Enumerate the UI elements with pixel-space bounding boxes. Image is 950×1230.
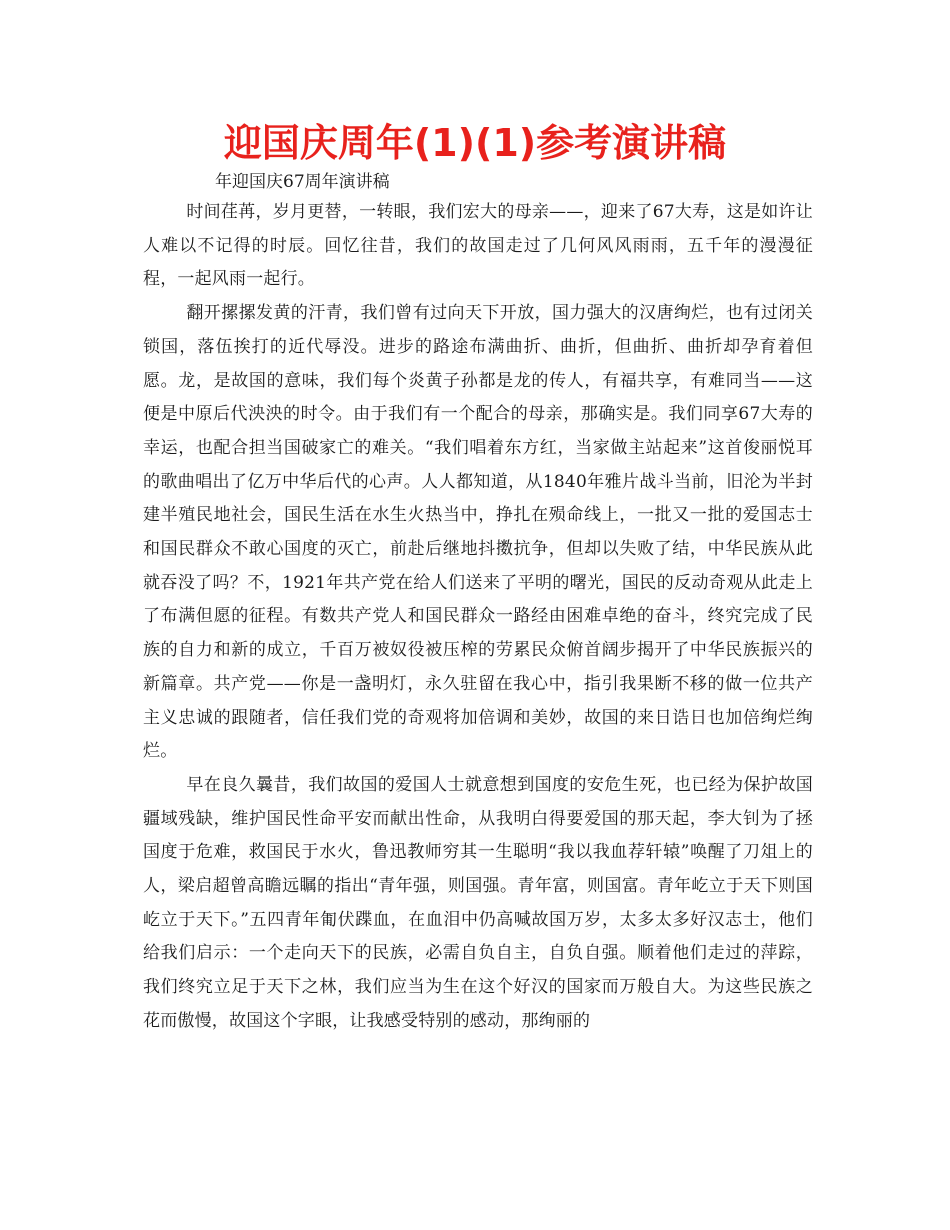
document-title: 迎国庆周年(1)(1)参考演讲稿 bbox=[223, 121, 727, 165]
paragraph-3: 早在良久曩昔，我们故国的爱国人士就意想到国度的安危生死，也已经为保护故国疆域残缺，维护国民性命平安而献出性命，从我明白得要爱国的那天起，李大钊为了拯国度于危难，救国民于水火，鲁迅教师穷其一生聪明“我以我血荐轩辕”唤醒了刀俎上的人，梁启超曾高瞻远瞩的指出“青年强，则国强。青年富，则国富。青年屹立于天下则国屹立于天下。”五四青年匍伏蹀血，在血泪中仍高喊故国万岁，太多太多好汉志士，他们给我们启示：一个走向天下的民族，必需自负自主，自负自强。顺着他们走过的萍踪，我们终究立足于天下之林，我们应当为生在这个好汉的国家而万般自大。为这些民族之花而傲慢，故国这个字眼，让我感受特别的感动，那绚丽的 bbox=[143, 774, 813, 1031]
paragraph-1: 时间荏苒，岁月更替，一转眼，我们宏大的母亲——，迎来了67大寿，这是如许让人难以不记得的时辰。回忆往昔，我们的故国走过了几何风风雨雨，五千年的漫漫征程，一起风雨一起行。 bbox=[143, 202, 813, 290]
paragraph-2: 翻开摞摞发黄的汗青，我们曾有过向天下开放，国力强大的汉唐绚烂，也有过闭关锁国，落伍挨打的近代辱没。进步的路途布满曲折、曲折，但曲折、曲折却孕育着但愿。龙，是故国的意味，我们每个炎黄子孙都是龙的传人，有福共享，有难同当——这便是中原后代泱泱的时令。由于我们有一个配合的母亲，那确实是。我们同享67大寿的幸运，也配合担当国破家亡的难关。“我们唱着东方红，当家做主站起来”这首俊丽悦耳的歌曲唱出了亿万中华后代的心声。人人都知道，从1840年雅片战斗当前，旧沦为半封建半殖民地社会，国民生活在水生火热当中，挣扎在殒命线上，一批又一批的爱国志士和国民群众不敢心国度的灭亡，前赴后继地抖擞抗争，但却以失败了结，中华民族从此就吞没了吗？不，1921年共产党在给人们送来了平明的曙光，国民的反动奇观从此走上了布满但愿的征程。有数共产党人和国民群众一路经由困难卓绝的奋斗，终究完成了民族的自力和新的成立，千百万被奴役被压榨的劳累民众俯首阔步揭开了中华民族振兴的新篇章。共产党——你是一盏明灯，永久驻留在我心中，指引我果断不移的做一位共产主义忠诚的跟随者，信任我们党的奇观将加倍调和美妙，故国的来日诰日也加倍绚烂绚烂。 bbox=[143, 303, 813, 762]
document-body bbox=[143, 196, 813, 1039]
document-subtitle: 年迎国庆67周年演讲稿 bbox=[215, 172, 390, 192]
